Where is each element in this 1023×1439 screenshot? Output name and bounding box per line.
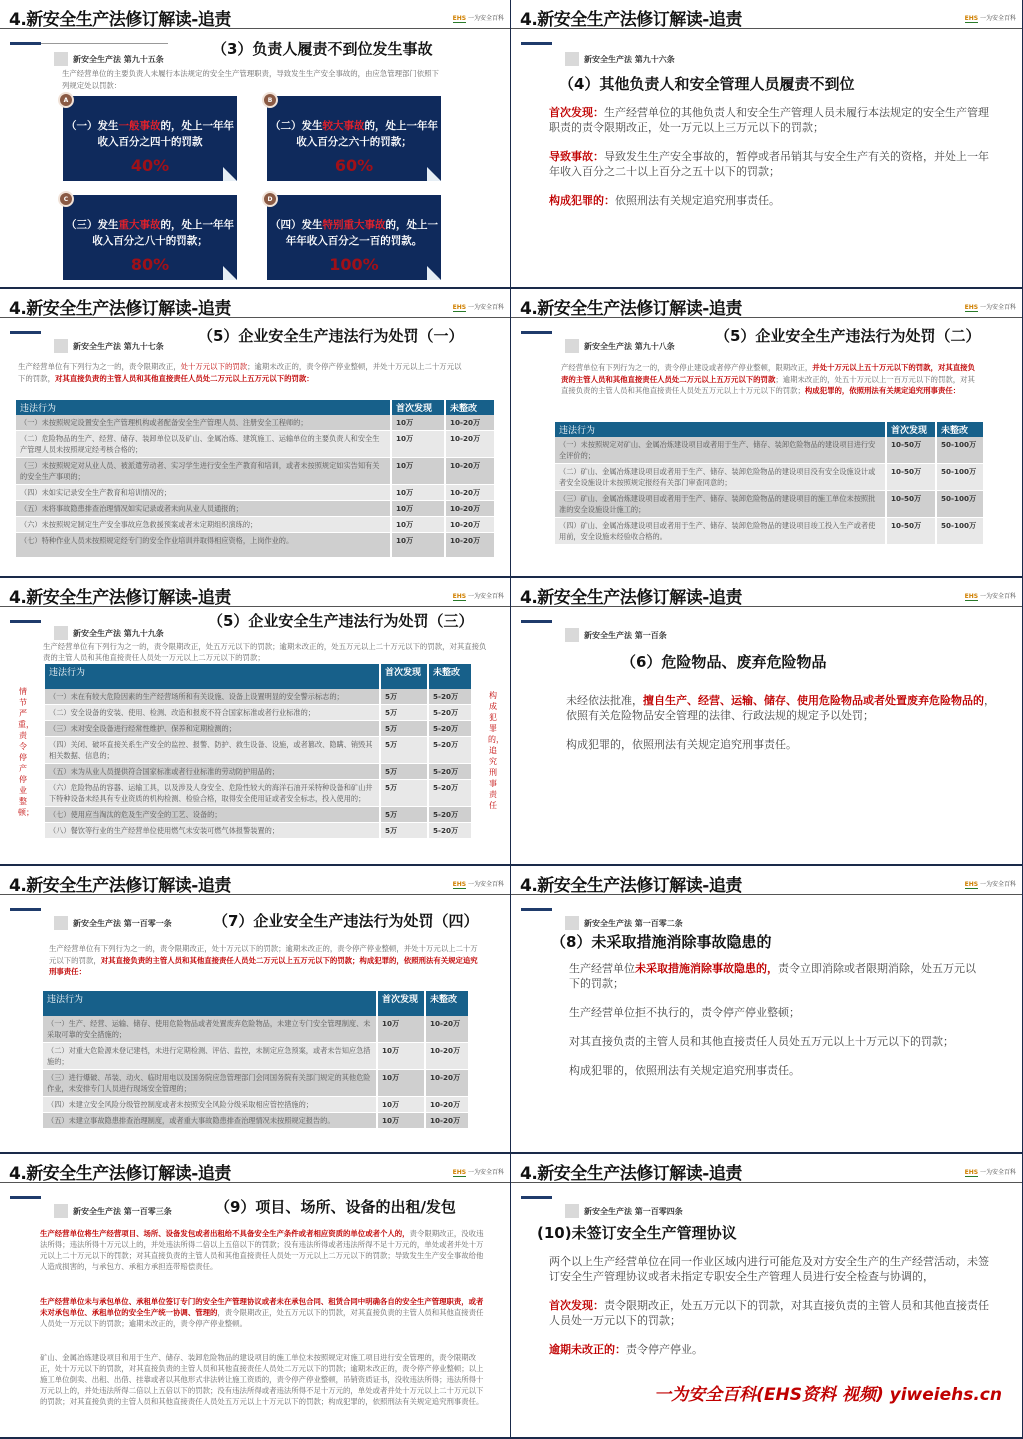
body-text: 两个以上生产经营单位在同一作业区域内进行可能危及对方安全生产的生产经营活动，未签订安全生产管理协议或者未指定专职安全生产管理人员进行安全检查与协调的， 首次发现：责令限期改正，处五万元以下的罚款，对其直接负责的主管人员和其他直接责任人员处一万元以下的罚款； 逾期未改正的：责令停产停业。 (549, 1255, 989, 1356)
article-label: 新安全生产法 第一百零三条 (54, 1204, 172, 1218)
crime-note: 构成犯罪的，追究刑事责任 (488, 691, 504, 810)
ehs-logo: EHS 一为安全百科 (452, 15, 504, 22)
article-label: 新安全生产法 第一百零四条 (565, 1204, 683, 1218)
slide-article-102 (511, 866, 1023, 1154)
col-first: 首次发现 (380, 664, 428, 689)
table-row: （一）生产、经营、运输、储存、使用危险物品或者处置废弃危险物品，未建立专门安全管理制度、未采取可靠的安全措施的； 10万 10-20万 (43, 1016, 469, 1043)
table-row: （七）特种作业人员未按照规定经专门的安全作业培训并取得相应资格，上岗作业的。 10万 10-20万 (16, 533, 495, 558)
article-label: 新安全生产法 第一百零一条 (54, 916, 172, 930)
ehs-logo: EHS 一为安全百科 (452, 304, 504, 311)
table-row: （八）餐饮等行业的生产经营单位使用燃气未安装可燃气体报警装置的； 5万 5-20万 (45, 823, 472, 839)
table-row: （二）矿山、金属冶炼建设项目或者用于生产、储存、装卸危险物品的建设项目没有安全设施设计或者安全设施设计未按照规定报经有关部门审查同意的； 10-50万 50-100万 (555, 464, 984, 491)
square-icon (565, 339, 579, 353)
square-icon (54, 916, 68, 930)
ehs-logo: EHS 一为安全百科 (452, 1169, 504, 1176)
slide-header (0, 866, 510, 895)
penalty-box-a: （一）发生一般事故的，处上一年年收入百分之四十的罚款 40% (63, 96, 237, 181)
penalty-box-b: （二）发生较大事故的，处上一年年收入百分之六十的罚款； 60% (267, 96, 441, 181)
table-row: （四）关闭、破坏直接关系生产安全的监控、报警、防护、救生设备、设施，或者篡改、隐瞒、销毁其相关数据、信息的； 5万 5-20万 (45, 737, 472, 764)
col-uncorrected: 未整改 (425, 991, 469, 1016)
severity-note: 情节严重，责令停产停业整顿； (18, 687, 34, 817)
slide-title: 4.新安全生产法修订解读-追责 (520, 299, 742, 319)
square-icon (54, 1204, 68, 1218)
slide-title: 4.新安全生产法修订解读-追责 (9, 10, 231, 30)
slide-article-98 (511, 289, 1023, 578)
penalty-box-c: （三）发生重大事故的，处上一年年收入百分之八十的罚款； 80% (63, 195, 237, 280)
square-icon (565, 52, 579, 66)
table-row: （一）未在有较大危险因素的生产经营场所和有关设施、设备上设置明显的安全警示标志的； 5万 5-20万 (45, 689, 472, 705)
col-first: 首次发现 (886, 422, 936, 437)
table-row: （四）矿山、金属冶炼建设项目或者用于生产、储存、装卸危险物品的建设项目竣工投入生产或者使用前，安全设施未经验收合格的。 10-50万 50-100万 (555, 518, 984, 545)
section-subtitle: （3）负责人履责不到位发生事故 (212, 40, 433, 58)
table-row: （六）危险物品的容器、运输工具，以及涉及人身安全、危险性较大的海洋石油开采特种设备和矿山井下特种设备未经具有专业资质的机构检测、检验合格，取得安全使用证或者安全标志，投入使用的； 5万 5-20万 (45, 780, 472, 807)
slide-article-100 (511, 578, 1023, 866)
article-label: 新安全生产法 第九十七条 (54, 339, 164, 353)
section-subtitle: （5）企业安全生产违法行为处罚（三） (208, 612, 474, 630)
col-violation: 违法行为 (45, 664, 380, 689)
slide-header (511, 0, 1022, 29)
col-first: 首次发现 (391, 400, 445, 415)
article-label: 新安全生产法 第九十九条 (54, 626, 164, 640)
body-text: 未经依法批准，擅自生产、经营、运输、储存、使用危险物品或者处置废弃危险物品的，依照有关危险物品安全管理的法律、行政法规的规定予以处罚； 构成犯罪的，依照刑法有关规定追究刑事责任。 (566, 694, 995, 751)
paragraph-1: 生产经营单位将生产经营项目、场所、设备发包或者出租给不具备安全生产条件或者相应资质的单位或者个人的，责令限期改正，没收违法所得；违法所得十万元以上的，并处违法所得二倍以上五倍以下的罚款；没有违法所得或者违法所得不足十万元的，单处或者并处十万元以上二十万元以下的罚款；对其直接负责的主管人员和其他直接责任人员处一万元以上二万元以下的罚款；导致发生生产安全事故给他人造成损害的，与承包方、承租方承担连带赔偿责任。 (40, 1229, 484, 1271)
section-subtitle: (10)未签订安全生产管理协议 (537, 1224, 737, 1242)
body-text: 生产经营单位未采取措施消除事故隐患的，责令立即消除或者限期消除，处五万元以下的罚款； 生产经营单位拒不执行的，责令停产停业整顿； 对其直接负责的主管人员和其他直接责任人员处五万元以上十万元以下的罚款； 构成犯罪的，依照刑法有关规定追究刑事责任。 (569, 962, 976, 1077)
col-uncorrected: 未整改 (428, 664, 472, 689)
col-violation: 违法行为 (555, 422, 886, 437)
slide-article-95 (0, 0, 511, 289)
penalty-percent: 100% (329, 255, 379, 274)
watermark-text: 一为安全百科(EHS资料 视频) yiweiehs.cn (654, 1385, 1002, 1405)
square-icon (54, 52, 68, 66)
table-row: （三）未对安全设备进行经常性维护、保养和定期检测的； 5万 5-20万 (45, 721, 472, 737)
accent-bar (10, 1196, 41, 1199)
slide-header (511, 1154, 1022, 1183)
accent-bar (10, 331, 41, 334)
col-violation: 违法行为 (16, 400, 391, 415)
table-row: （二）对重大危险源未登记建档，未进行定期检测、评估、监控，未制定应急预案，或者未告知应急措施的； 10万 10-20万 (43, 1043, 469, 1070)
table-row: （二）危险物品的生产、经营、储存、装卸单位以及矿山、金属冶炼、建筑施工、运输单位的主要负责人和安全生产管理人员未按照规定经考核合格的； 10万 10-20万 (16, 431, 495, 458)
ehs-logo: EHS 一为安全百科 (964, 304, 1016, 311)
col-uncorrected: 未整改 (936, 422, 984, 437)
intro-text: 产经营单位有下列行为之一的，责令停止建设或者停产停业整顿，限期改正，并处十万元以上五十万元以下的罚款，对其直接负责的主管人员和其他直接责任人员处二万元以上五万元以下的罚款；逾期未改正的，处五十万元以上一百万元以下的罚款，对其直接负责的主管人员和其他直接责任人员处五万元以上十万元以下的罚款；构成犯罪的，依照刑法有关规定追究刑事责任： (561, 363, 975, 395)
violation-table (16, 400, 496, 558)
penalty-box-d: （四）发生特别重大事故的，处上一年年收入百分之一百的罚款。 100% (267, 195, 441, 280)
slide-title: 4.新安全生产法修订解读-追责 (520, 588, 742, 608)
table-row: （七）使用应当淘汰的危及生产安全的工艺、设备的； 5万 5-20万 (45, 807, 472, 823)
square-icon (54, 339, 68, 353)
slide-header (0, 1154, 510, 1183)
paragraph-3: 矿山、金属冶炼建设项目和用于生产、储存、装卸危险物品的建设项目的施工单位未按照规定对施工项目进行安全管理的，责令限期改正，处十万元以下的罚款，对其直接负责的主管人员和其他直接责任人员处二万元以下的罚款；逾期未改正的，责令停产停业整顿；以上施工单位倒卖、出租、出借、挂靠或者以其他形式非法转让施工资质的，责令停产停业整顿，吊销资质证书，没收违法所得；违法所得十万元以上的，并处违法所得二倍以上五倍以下的罚款；没有违法所得或者违法所得不足十万元的，单处或者并处十万元以上二十万元以下的罚款；对其直接负责的主管人员和其他直接责任人员处五万元以上十万元以下的罚款；构成犯罪的，依照刑法有关规定追究刑事责任。 (40, 1353, 484, 1406)
penalty-percent: 60% (334, 156, 374, 175)
slide-title: 4.新安全生产法修订解读-追责 (9, 299, 231, 319)
section-subtitle: （9）项目、场所、设备的出租/发包 (215, 1198, 456, 1216)
badge-b: B (262, 92, 278, 108)
violation-table (45, 664, 473, 839)
ehs-logo: EHS 一为安全百科 (964, 593, 1016, 600)
col-first: 首次发现 (377, 991, 425, 1016)
penalty-percent: 80% (130, 255, 170, 274)
square-icon (54, 626, 68, 640)
square-icon (565, 628, 579, 642)
accent-bar (521, 1196, 552, 1199)
intro-text: 生产经营单位有下列行为之一的，责令限期改正，处十万元以下的罚款；逾期未改正的，责令停产停业整顿，并处十万元以上二十万元以下的罚款，对其直接负责的主管人员和其他直接责任人员处二万元以上五万元以下的罚款： (18, 362, 462, 383)
slide-article-101 (0, 866, 511, 1154)
slide-article-104 (511, 1154, 1023, 1439)
table-row: （五）未建立事故隐患排查治理制度，或者重大事故隐患排查治理情况未按照规定报告的。 10万 10-20万 (43, 1113, 469, 1129)
slide-title: 4.新安全生产法修订解读-追责 (9, 1164, 231, 1184)
section-subtitle: （5）企业安全生产违法行为处罚（二） (715, 327, 981, 345)
section-subtitle: （7）企业安全生产违法行为处罚（四） (213, 912, 479, 930)
slide-header (0, 578, 510, 607)
section-subtitle: （8）未采取措施消除事故隐患的 (551, 933, 772, 951)
slide-header (511, 578, 1022, 607)
slide-title: 4.新安全生产法修订解读-追责 (9, 588, 231, 608)
slide-header (511, 866, 1022, 895)
accent-bar (10, 620, 41, 623)
accent-bar (10, 42, 41, 45)
slide-header (0, 0, 510, 29)
slide-article-97 (0, 289, 511, 578)
accent-bar (521, 908, 552, 911)
article-label: 新安全生产法 第九十五条 (54, 52, 164, 66)
paragraph-2: 生产经营单位未与承包单位、承租单位签订专门的安全生产管理协议或者未在承包合同、租赁合同中明确各自的安全生产管理职责，或者未对承包单位、承租单位的安全生产统一协调、管理的，责令限期改正，处五万元以下的罚款，对其直接负责的主管人员和其他直接责任人员处一万元以下的罚款；逾期未改正的，责令停产停业整顿。 (40, 1297, 484, 1328)
table-row: （三）未按照规定对从业人员、被派遣劳动者、实习学生进行安全生产教育和培训，或者未按照规定如实告知有关的安全生产事项的； 10万 10-20万 (16, 458, 495, 485)
badge-c: C (58, 191, 74, 207)
violation-table (555, 422, 985, 545)
accent-bar (521, 42, 552, 45)
table-row: （三）矿山、金属冶炼建设项目或者用于生产、储存、装卸危险物品的建设项目的施工单位未按照批准的安全设施设计施工的； 10-50万 50-100万 (555, 491, 984, 518)
col-uncorrected: 未整改 (445, 400, 495, 415)
article-label: 新安全生产法 第九十六条 (565, 52, 675, 66)
slide-header (0, 289, 510, 318)
section-subtitle: （5）企业安全生产违法行为处罚（一） (198, 327, 464, 345)
badge-d: D (262, 191, 278, 207)
square-icon (565, 1204, 579, 1218)
ehs-logo: EHS 一为安全百科 (452, 593, 504, 600)
slide-title: 4.新安全生产法修订解读-追责 (9, 876, 231, 896)
slide-title: 4.新安全生产法修订解读-追责 (520, 10, 742, 30)
table-row: （四）未建立安全风险分级管控制度或者未按照安全风险分级采取相应管控措施的； 10万 10-20万 (43, 1097, 469, 1113)
ehs-logo: EHS 一为安全百科 (964, 1169, 1016, 1176)
ehs-logo: EHS 一为安全百科 (964, 881, 1016, 888)
intro-text: 生产经营单位有下列行为之一的，责令限期改正，处十万元以下的罚款；逾期未改正的，责令停产停业整顿，并处十万元以上二十万元以下的罚款，对其直接负责的主管人员和其他直接责任人员处二万元以上五万元以下的罚款；构成犯罪的，依照刑法有关规定追究刑事责任： (49, 944, 478, 976)
accent-bar (521, 620, 552, 623)
table-row: （一）未按照规定对矿山、金属冶炼建设项目或者用于生产、储存、装卸危险物品的建设项目进行安全评价的； 10-50万 50-100万 (555, 437, 984, 464)
table-row: （六）未按照规定制定生产安全事故应急救援预案或者未定期组织演练的； 10万 10-20万 (16, 517, 495, 533)
page-fold-icon (223, 266, 237, 280)
intro-text: 生产经营单位的主要负责人未履行本法规定的安全生产管理职责，导致发生生产安全事故的，由应急管理部门依照下列规定处以罚款： (62, 69, 439, 90)
slide-article-103 (0, 1154, 511, 1439)
badge-a: A (58, 92, 74, 108)
penalty-percent: 40% (130, 156, 170, 175)
ehs-logo: EHS 一为安全百科 (452, 881, 504, 888)
section-subtitle: （6）危险物品、废弃危险物品 (621, 653, 827, 671)
page-fold-icon (223, 167, 237, 181)
table-row: （二）安全设备的安装、使用、检测、改造和报废不符合国家标准或者行业标准的； 5万 5-20万 (45, 705, 472, 721)
page-fold-icon (427, 167, 441, 181)
article-label: 新安全生产法 第一百零二条 (565, 916, 683, 930)
body-text: 首次发现：生产经营单位的其他负责人和安全生产管理人员未履行本法规定的安全生产管理职责的责令限期改正，处一万元以上三万元以下的罚款； 导致事故：导致发生生产安全事故的，暂停或者吊销其与安全生产有关的资格，并处上一年年收入百分之二十以上百分之五十以下的罚款； 构成犯罪的：依照刑法有关规定追究刑事责任。 (549, 106, 989, 207)
intro-text: 生产经营单位有下列行为之一的，责令限期改正，处五万元以下的罚款；逾期未改正的，处五万元以上二十万元以下的罚款，对其直接负责的主管人员和其他直接责任人员处一万元以上二万元以下的罚款； (43, 642, 487, 662)
accent-line (41, 43, 168, 44)
article-label: 新安全生产法 第九十八条 (565, 339, 675, 353)
section-subtitle: （4）其他负责人和安全管理人员履责不到位 (559, 75, 855, 93)
square-icon (565, 916, 579, 930)
article-label: 新安全生产法 第一百条 (565, 628, 667, 642)
table-row: （一）未按照规定设置安全生产管理机构或者配备安全生产管理人员、注册安全工程师的； 10万 10-20万 (16, 415, 495, 431)
col-violation: 违法行为 (43, 991, 377, 1016)
table-row: （三）进行爆破、吊装、动火、临时用电以及国务院应急管理部门会同国务院有关部门规定的其他危险作业，未安排专门人员进行现场安全管理的； 10万 10-20万 (43, 1070, 469, 1097)
ehs-logo: EHS 一为安全百科 (964, 15, 1016, 22)
violation-table (43, 991, 470, 1129)
table-row: （五）未将事故隐患排查治理情况如实记录或者未向从业人员通报的； 10万 10-20万 (16, 501, 495, 517)
accent-bar (521, 331, 552, 334)
slide-header (511, 289, 1022, 318)
page-fold-icon (427, 266, 441, 280)
slide-article-96 (511, 0, 1023, 289)
table-row: （四）未如实记录安全生产教育和培训情况的； 10万 10-20万 (16, 485, 495, 501)
table-row: （五）未为从业人员提供符合国家标准或者行业标准的劳动防护用品的； 5万 5-20万 (45, 764, 472, 780)
accent-bar (10, 908, 41, 911)
slide-title: 4.新安全生产法修订解读-追责 (520, 1164, 742, 1184)
slide-title: 4.新安全生产法修订解读-追责 (520, 876, 742, 896)
slide-article-99 (0, 578, 511, 866)
